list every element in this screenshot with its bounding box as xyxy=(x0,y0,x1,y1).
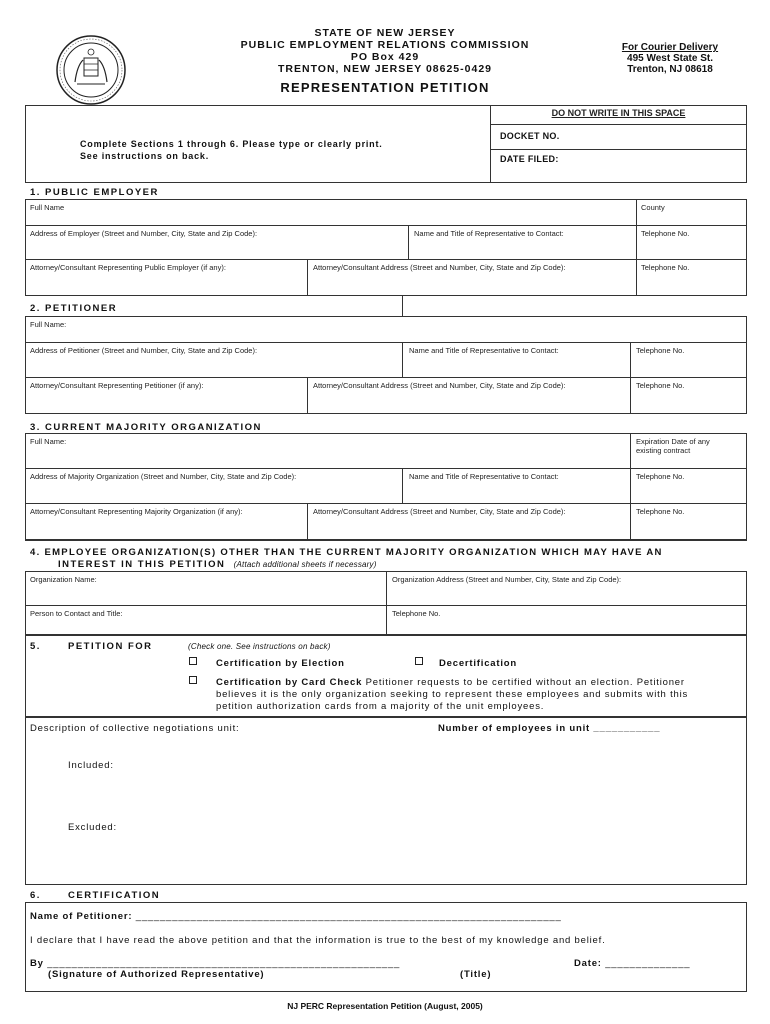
s4-phone-field[interactable]: Telephone No. xyxy=(392,609,441,618)
s3-address-field[interactable]: Address of Majority Organization (Street and Number, City, State and Zip Code): xyxy=(30,472,297,481)
s4-contact-field[interactable]: Person to Contact and Title: xyxy=(30,609,123,618)
card-check-line1 xyxy=(216,677,685,688)
s1-rep-field[interactable]: Name and Title of Representative to Contact: xyxy=(414,229,564,238)
header-commission: PUBLIC EMPLOYMENT RELATIONS COMMISSION xyxy=(240,39,530,51)
s1-attorney-field[interactable]: Attorney/Consultant Representing Public Employer (if any): xyxy=(30,263,226,272)
s3-attorney-phone-field[interactable]: Telephone No. xyxy=(636,507,685,516)
section6-number: 6. xyxy=(30,890,41,901)
section6-title: CERTIFICATION xyxy=(68,890,161,901)
section4-title-line2 xyxy=(58,559,377,570)
section2-title: 2. PETITIONER xyxy=(30,303,118,314)
s1-county-field[interactable]: County xyxy=(641,203,665,212)
s2-attorney-address-field[interactable]: Attorney/Consultant Address (Street and Number, City, State and Zip Code): xyxy=(313,381,566,390)
s1-full-name-field[interactable]: Full Name xyxy=(30,203,65,212)
office-use-heading: DO NOT WRITE IN THIS SPACE xyxy=(551,108,686,118)
s3-attorney-field[interactable]: Attorney/Consultant Representing Majority Organization (if any): xyxy=(30,507,243,516)
section5-number: 5. xyxy=(30,641,41,652)
s2-attorney-field[interactable]: Attorney/Consultant Representing Petitioner (if any): xyxy=(30,381,204,390)
petitioner-name-field[interactable]: ______________________________________________________________________ xyxy=(135,911,562,922)
decertification-label: Decertification xyxy=(439,658,517,669)
header-po-box: PO Box 429 xyxy=(350,51,420,63)
s4-org-name-field[interactable]: Organization Name: xyxy=(30,575,97,584)
s4-org-address-field[interactable]: Organization Address (Street and Number, City, State and Zip Code): xyxy=(392,575,622,584)
unit-description-box[interactable] xyxy=(25,717,747,885)
declaration-text: I declare that I have read the above petition and that the information is true to the best of my knowledge and belief. xyxy=(30,935,606,946)
section4-note: (Attach additional sheets if necessary) xyxy=(233,560,377,569)
decertification-checkbox[interactable] xyxy=(415,657,423,665)
title-caption: (Title) xyxy=(460,969,492,980)
unit-description-label: Description of collective negotiations unit: xyxy=(30,723,240,734)
s1-phone-field[interactable]: Telephone No. xyxy=(641,229,690,238)
signature-field[interactable]: __________________________________________________________ xyxy=(47,958,401,969)
instructions-line2: See instructions on back. xyxy=(80,151,210,161)
header-city: TRENTON, NEW JERSEY 08625-0429 xyxy=(277,63,493,75)
petitioner-name-label: Name of Petitioner: xyxy=(30,911,136,922)
courier-street: 495 West State St. xyxy=(627,53,713,64)
section1-title: 1. PUBLIC EMPLOYER xyxy=(30,187,159,198)
s2-full-name-field[interactable]: Full Name: xyxy=(30,320,67,329)
courier-title: For Courier Delivery xyxy=(621,42,719,53)
s1-attorney-address-field[interactable]: Attorney/Consultant Address (Street and Number, City, State and Zip Code): xyxy=(313,263,566,272)
s1-address-field[interactable]: Address of Employer (Street and Number, City, State and Zip Code): xyxy=(30,229,258,238)
section4-title-interest: INTEREST IN THIS PETITION xyxy=(58,559,226,570)
s1-attorney-phone-field[interactable]: Telephone No. xyxy=(641,263,690,272)
date-label: Date: xyxy=(574,958,606,969)
s3-full-name-field[interactable]: Full Name: xyxy=(30,437,67,446)
s2-rep-field[interactable]: Name and Title of Representative to Contact: xyxy=(409,346,559,355)
s3-phone-field[interactable]: Telephone No. xyxy=(636,472,685,481)
form-title: REPRESENTATION PETITION xyxy=(280,80,490,95)
by-row xyxy=(30,958,400,969)
card-check-label: Certification by Card Check xyxy=(216,677,363,688)
excluded-label: Excluded: xyxy=(68,822,117,833)
date-field[interactable]: ______________ xyxy=(605,958,691,969)
s3-attorney-address-field[interactable]: Attorney/Consultant Address (Street and Number, City, State and Zip Code): xyxy=(313,507,566,516)
s3-rep-field[interactable]: Name and Title of Representative to Contact: xyxy=(409,472,559,481)
s3-expiration-line1[interactable]: Expiration Date of any xyxy=(636,437,710,446)
s2-phone-field[interactable]: Telephone No. xyxy=(636,346,685,355)
section5-title: PETITION FOR xyxy=(68,641,153,652)
section4-title-line1: 4. EMPLOYEE ORGANIZATION(S) OTHER THAN THE CURRENT MAJORITY ORGANIZATION WHICH MAY HAVE AN xyxy=(30,547,663,558)
petitioner-name-row xyxy=(30,911,562,922)
section5-note: (Check one. See instructions on back) xyxy=(188,642,331,651)
num-employees-field[interactable]: Number of employees in unit ___________ xyxy=(438,723,661,734)
signature-caption: (Signature of Authorized Representative) xyxy=(48,969,265,980)
docket-label: DOCKET NO. xyxy=(500,131,560,141)
s3-expiration-line2: existing contract xyxy=(636,446,691,455)
section3-title: 3. CURRENT MAJORITY ORGANIZATION xyxy=(30,422,262,433)
instructions-line1: Complete Sections 1 through 6. Please type or clearly print. xyxy=(80,139,383,149)
card-check-text1: Petitioner requests to be certified without an election. Petitioner xyxy=(362,677,685,688)
card-check-text3: petition authorization cards from a majority of the unit employees. xyxy=(216,701,545,712)
courier-city: Trenton, NJ 08618 xyxy=(627,64,713,75)
date-filed-label: DATE FILED: xyxy=(500,154,559,164)
s2-address-field[interactable]: Address of Petitioner (Street and Number, City, State and Zip Code): xyxy=(30,346,258,355)
by-label: By xyxy=(30,958,48,969)
section2-box xyxy=(25,316,747,414)
card-check-text2: believes it is the only organization seeking to represent these employees and submits with this xyxy=(216,689,689,700)
header-state: STATE OF NEW JERSEY xyxy=(314,27,456,39)
included-label: Included: xyxy=(68,760,114,771)
s2-attorney-phone-field[interactable]: Telephone No. xyxy=(636,381,685,390)
election-label: Certification by Election xyxy=(216,658,345,669)
section1-box xyxy=(25,199,747,296)
footer-text: NJ PERC Representation Petition (August, 2005) xyxy=(287,1001,483,1011)
card-check-checkbox[interactable] xyxy=(189,676,197,684)
election-checkbox[interactable] xyxy=(189,657,197,665)
date-row xyxy=(574,958,690,969)
